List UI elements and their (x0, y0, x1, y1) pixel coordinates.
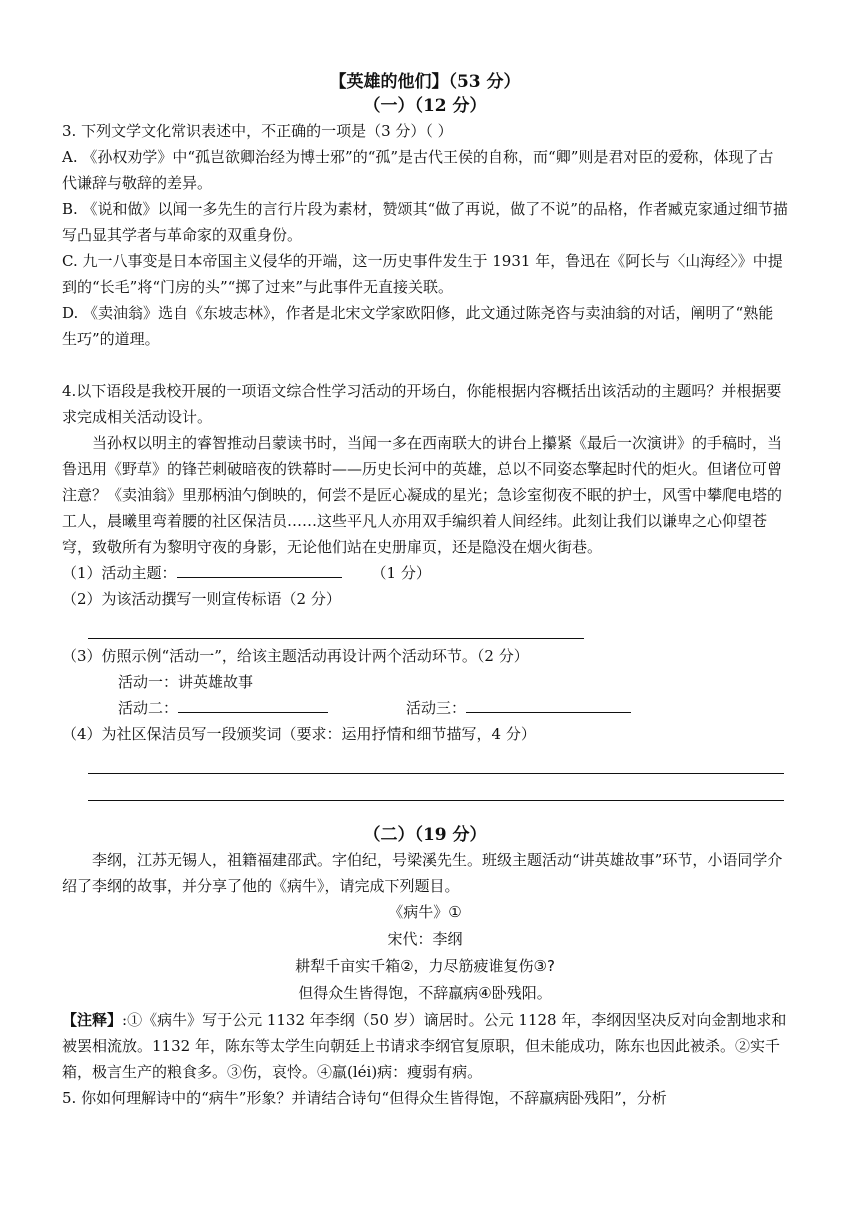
q4-stem: 4.以下语段是我校开展的一项语文综合性学习活动的开场白，你能根据内容概括出该活动的主题吗？并根据要求完成相关活动设计。 (62, 382, 782, 426)
q4-sub3: （3）仿照示例“活动一”，给该主题活动再设计两个活动环节。（2 分） (62, 647, 529, 665)
answer-line-award-2[interactable] (88, 774, 784, 801)
q4-sub1-score: （1 分） (371, 564, 431, 582)
activity-row (62, 695, 788, 721)
part1-title: （一）（12 分） (363, 96, 487, 116)
q3-option-b: B. 《说和做》以闻一多先生的言行片段为素材，赞颂其“做了再说，做了不说”的品格，作者臧克家通过细节描写凸显其学者与革命家的双重身份。 (62, 200, 788, 244)
answer-blank-theme[interactable] (177, 561, 342, 578)
activity-one: 活动一：讲英雄故事 (118, 673, 254, 691)
exam-page (62, 70, 788, 1111)
q3-stem: 3. 下列文学文化常识表述中，不正确的一项是（3 分）（ ） (62, 122, 453, 140)
notes-label: 【注释】 (62, 1011, 123, 1029)
section-title: 【英雄的他们】（53 分） (329, 72, 521, 92)
q4-sub4: （4）为社区保洁员写一段颁奖词（要求：运用抒情和细节描写，4 分） (62, 725, 536, 743)
q3-option-c: C. 九一八事变是日本帝国主义侵华的开端，这一历史事件发生于 1931 年，鲁迅在《阿长与〈山海经〉》中提到的“长毛”将“门房的头”“掷了过来”与此事件无直接关联。 (62, 252, 783, 296)
activity-two-label: 活动二： (118, 699, 179, 717)
poem-notes (62, 1007, 788, 1085)
q3-option-d: D. 《卖油翁》选自《东坡志林》，作者是北宋文学家欧阳修，此文通过陈尧咨与卖油翁的对话，阐明了“熟能生巧”的道理。 (62, 304, 774, 348)
q4-sub1-label: （1）活动主题： (62, 564, 177, 582)
q4-passage: 当孙权以明主的睿智推动吕蒙读书时，当闻一多在西南联大的讲台上攥紧《最后一次演讲》的手稿时，当鲁迅用《野草》的锋芒刺破暗夜的铁幕时——历史长河中的英雄，总以不同姿态擎起时代的炬火。但诸位可曾注意？《卖油翁》里那柄油勺倒映的，何尝不是匠心凝成的星光；急诊室彻夜不眠的护士，风雪中攀爬电塔的工人，晨曦里弯着腰的社区保洁员……这些平凡人亦用双手编织着人间经纬。此刻让我们以谦卑之心仰望苍穹，致敬所有为黎明守夜的身影，无论他们站在史册扉页，还是隐没在烟火街巷。 (62, 434, 783, 556)
answer-line-award-1[interactable] (88, 747, 784, 774)
poem-line-2: 但得众生皆得饱，不辞羸病④卧残阳。 (298, 984, 552, 1002)
part2-title: （二）（19 分） (363, 825, 487, 845)
answer-line-slogan[interactable] (88, 612, 584, 639)
poem-line-1: 耕犁千亩实千箱②，力尽筋疲谁复伤③? (295, 957, 555, 975)
poem-author: 宋代：李纲 (387, 930, 463, 948)
q4-sub1 (62, 560, 788, 586)
poem-title: 《病牛》① (388, 903, 462, 921)
q3-option-a: A. 《孙权劝学》中“孤岂欲卿治经为博士邪”的“孤”是古代王侯的自称，而“卿”则是君对臣的爱称，体现了古代谦辞与敬辞的差异。 (62, 148, 774, 192)
answer-blank-activity-three[interactable] (466, 696, 631, 713)
answer-blank-activity-two[interactable] (178, 696, 328, 713)
part2-intro: 李纲，江苏无锡人，祖籍福建邵武。字伯纪，号梁溪先生。班级主题活动“讲英雄故事”环节，小语同学介绍了李纲的故事，并分享了他的《病牛》，请完成下列题目。 (62, 851, 783, 895)
q5-stem: 5. 你如何理解诗中的“病牛”形象？并请结合诗句“但得众生皆得饱，不辞羸病卧残阳”，分析 (62, 1089, 667, 1107)
activity-three-label: 活动三： (406, 699, 467, 717)
q4-sub2: （2）为该活动撰写一则宣传标语（2 分） (62, 590, 341, 608)
notes-text: :①《病牛》写于公元 1132 年李纲（50 岁）谪居时。公元 1128 年，李纲因坚决反对向金割地求和被罢相流放。1132 年，陈东等太学生向朝廷上书请求李纲官复原职，但未能成功，陈东也因此被杀。②实千箱，极言生产的粮食多。③伤，哀怜。④羸(léi)病：瘦弱有病。 (62, 1011, 787, 1081)
